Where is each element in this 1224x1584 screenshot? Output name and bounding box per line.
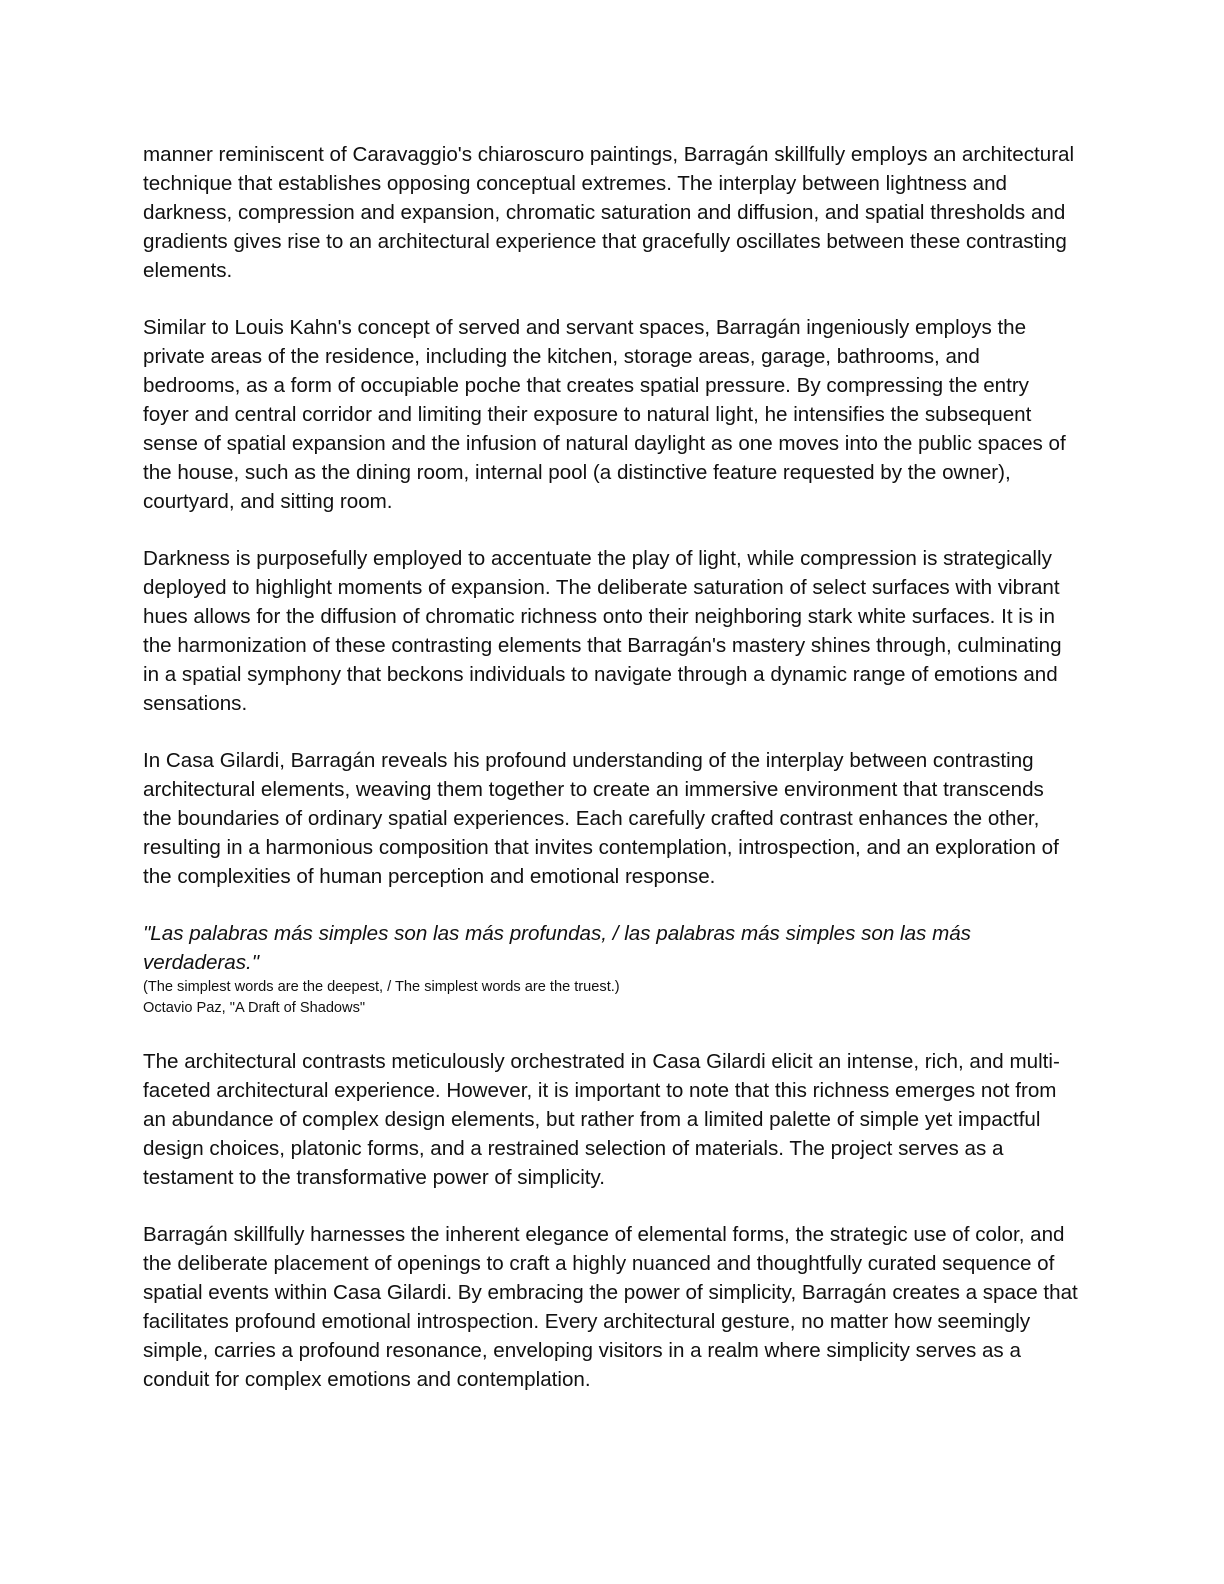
quote-text: "Las palabras más simples son las más profundas, / las palabras más simples son las más verdaderas.": [143, 922, 971, 974]
document-page: [143, 140, 1078, 1422]
quote-translation: (The simplest words are the deepest, / The simplest words are the truest.): [143, 979, 620, 995]
body-paragraph: In Casa Gilardi, Barragán reveals his profound understanding of the interplay between contrasting architectural elements, weaving them together to create an immersive environment that transcends the boundaries of ordinary spatial experiences. Each carefully crafted contrast enhances the other, resulting in a harmonious composition that invites contemplation, introspection, and an exploration of the complexities of human perception and emotional response.: [143, 749, 1059, 888]
quote-block: [143, 919, 1078, 1019]
body-paragraph: Darkness is purposefully employed to accentuate the play of light, while compression is strategically deployed to highlight moments of expansion. The deliberate saturation of select surfaces with vibrant hues allows for the diffusion of chromatic richness onto their neighboring stark white surfaces. It is in the harmonization of these contrasting elements that Barragán's mastery shines through, culminating in a spatial symphony that beckons individuals to navigate through a dynamic range of emotions and sensations.: [143, 547, 1062, 715]
body-paragraph: The architectural contrasts meticulously orchestrated in Casa Gilardi elicit an intense, rich, and multi-faceted architectural experience. However, it is important to note that this richness emerges not from an abundance of complex design elements, but rather from a limited palette of simple yet impactful design choices, platonic forms, and a restrained selection of materials. The project serves as a testament to the transformative power of simplicity.: [143, 1050, 1060, 1189]
body-paragraph: Barragán skillfully harnesses the inherent elegance of elemental forms, the strategic use of color, and the deliberate placement of openings to craft a highly nuanced and thoughtfully curated sequence of spatial events within Casa Gilardi. By embracing the power of simplicity, Barragán creates a space that facilitates profound emotional introspection. Every architectural gesture, no matter how seemingly simple, carries a profound resonance, enveloping visitors in a realm where simplicity serves as a conduit for complex emotions and contemplation.: [143, 1223, 1078, 1391]
quote-attribution: Octavio Paz, "A Draft of Shadows": [143, 1000, 366, 1016]
body-paragraph: manner reminiscent of Caravaggio's chiaroscuro paintings, Barragán skillfully employs an architectural technique that establishes opposing conceptual extremes. The interplay between lightness and darkness, compression and expansion, chromatic saturation and diffusion, and spatial thresholds and gradients gives rise to an architectural experience that gracefully oscillates between these contrasting elements.: [143, 143, 1075, 282]
body-paragraph: Similar to Louis Kahn's concept of served and servant spaces, Barragán ingeniously employs the private areas of the residence, including the kitchen, storage areas, garage, bathrooms, and bedrooms, as a form of occupiable poche that creates spatial pressure. By compressing the entry foyer and central corridor and limiting their exposure to natural light, he intensifies the subsequent sense of spatial expansion and the infusion of natural daylight as one moves into the public spaces of the house, such as the dining room, internal pool (a distinctive feature requested by the owner), courtyard, and sitting room.: [143, 316, 1066, 513]
